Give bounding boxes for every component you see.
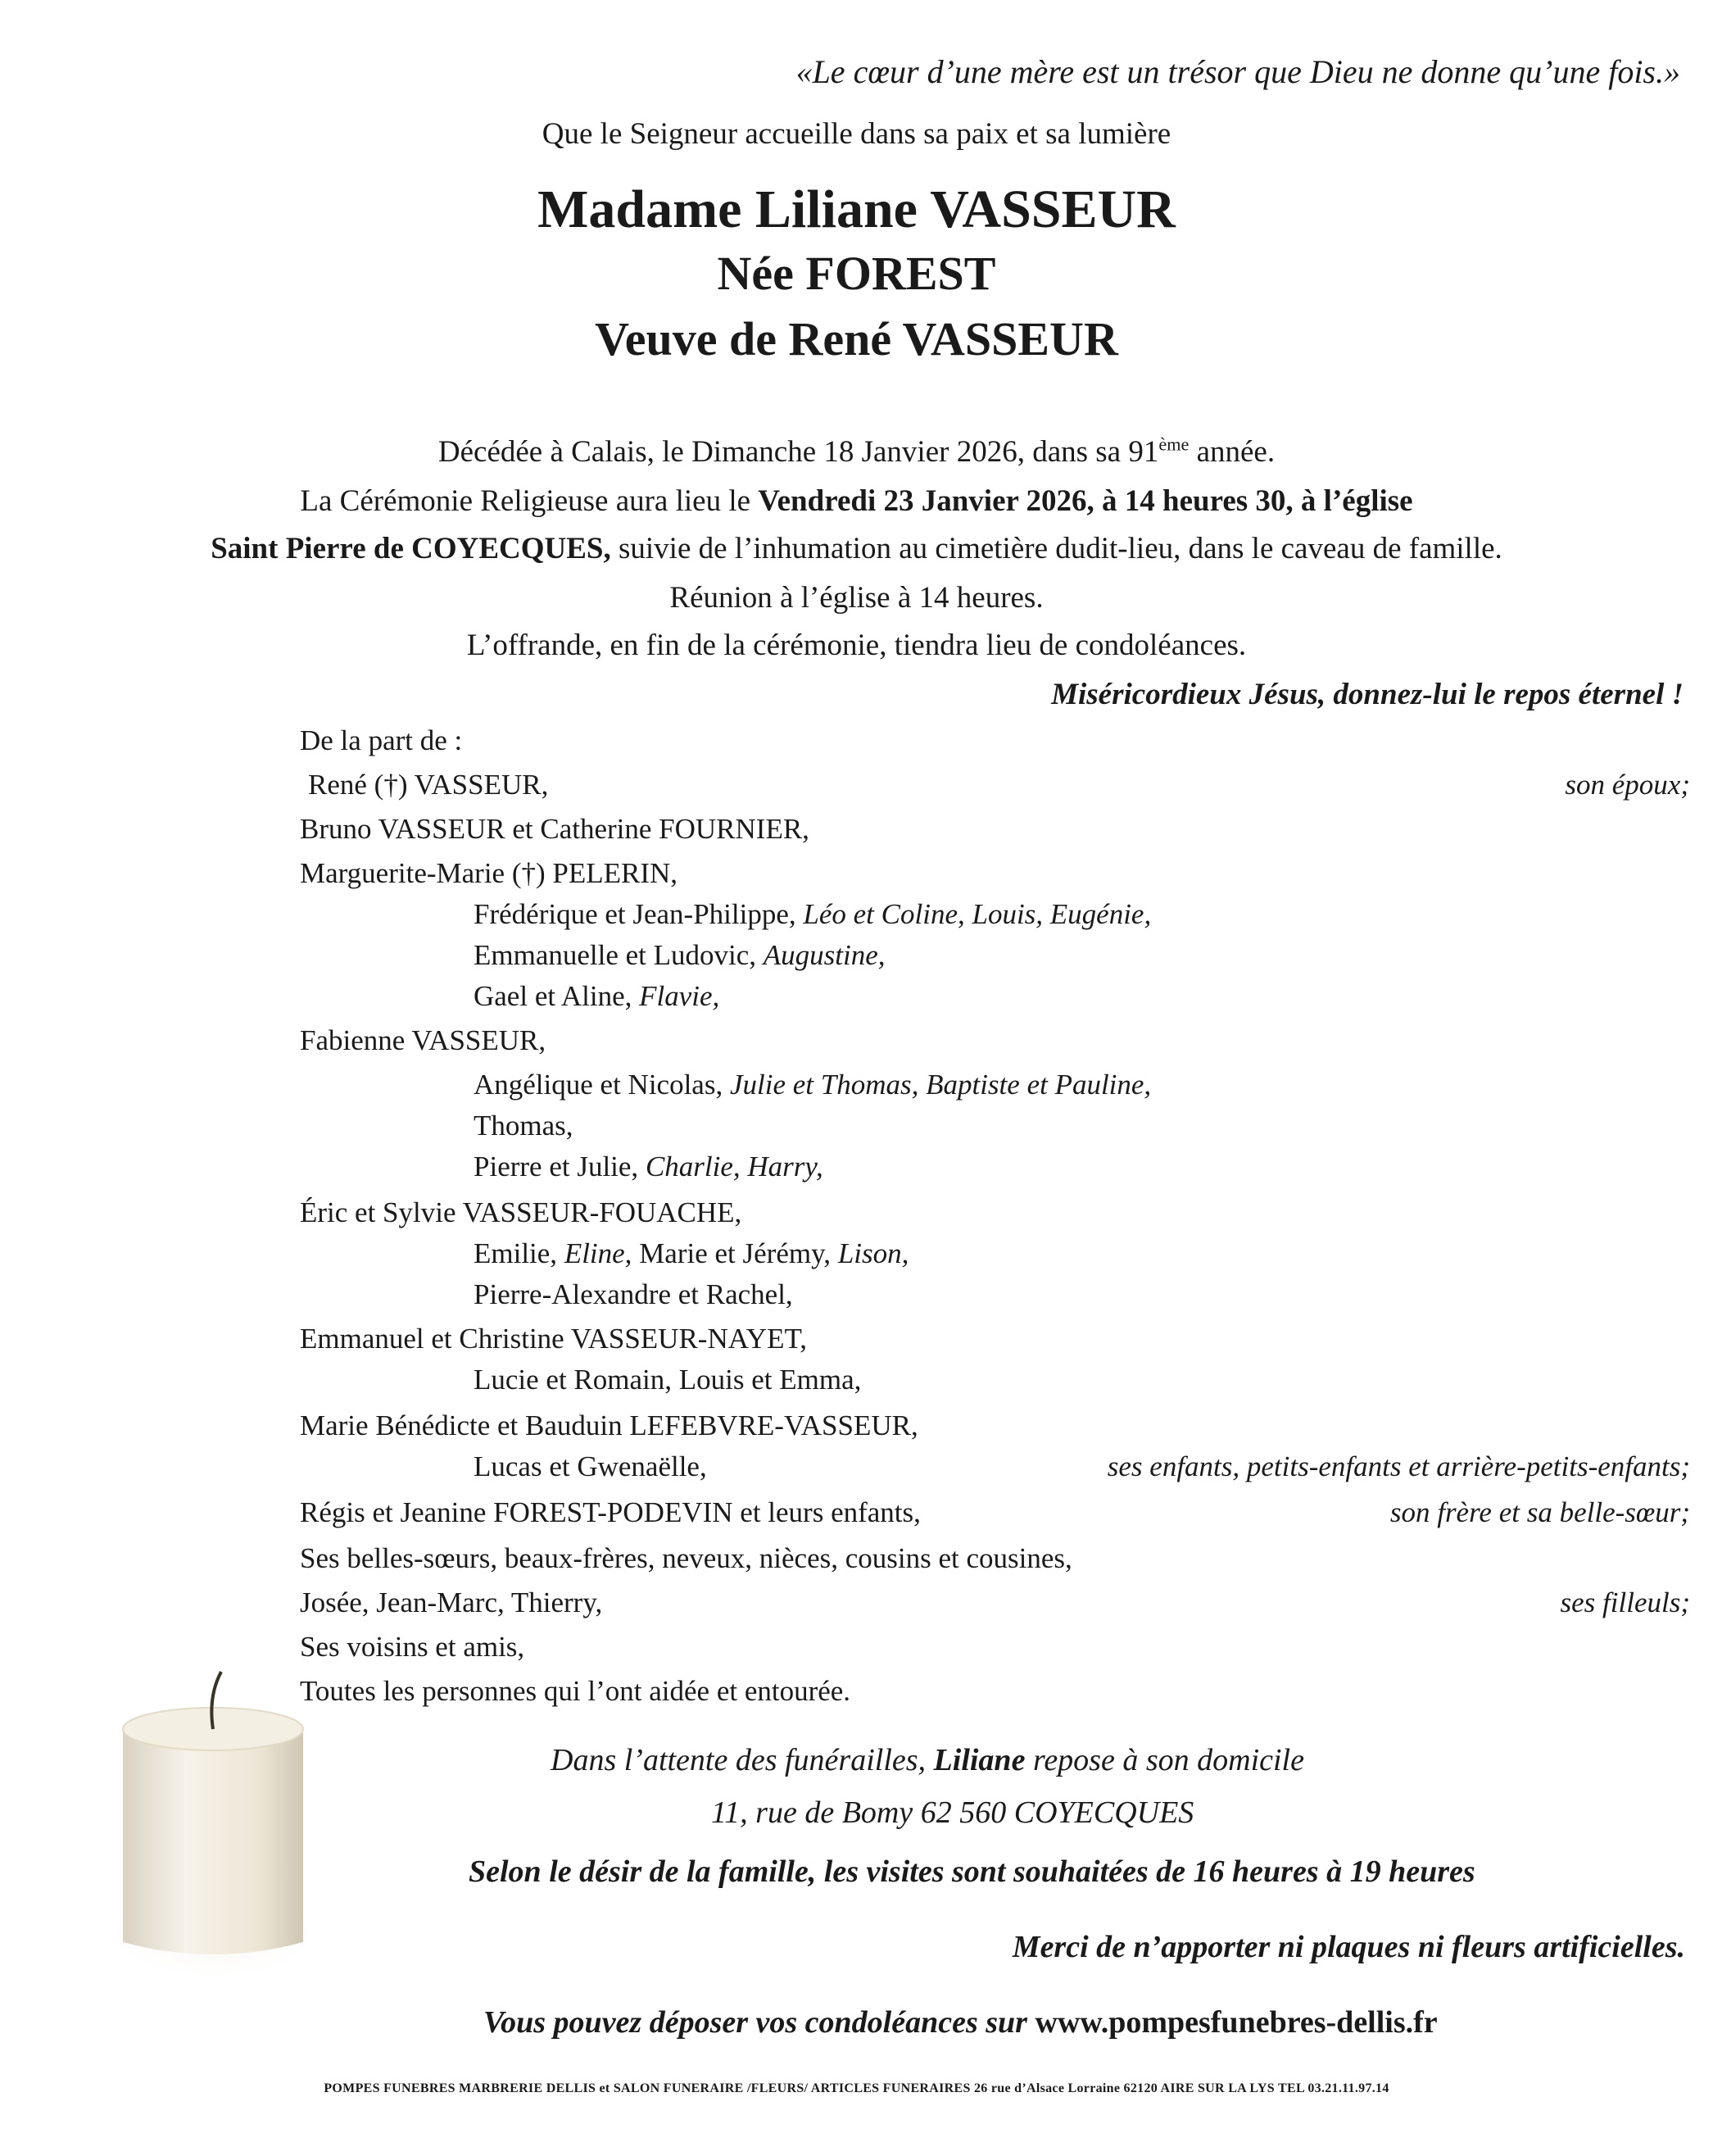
family-role: ses enfants, petits-enfants et arrière-petits-enfants; [1107,1450,1690,1482]
meeting-text: Réunion à l’église à 14 heures. [669,581,1044,615]
family-intro: De la part de : [300,724,463,756]
list-item: Thomas, [474,1110,573,1142]
ceremony-date: Vendredi 23 Janvier 2026, à 14 heures 30, à l’église [758,484,1413,518]
death-text-end: année. [1189,435,1276,469]
list-item-children: Charlie, Harry, [645,1151,823,1182]
list-item-text: Emilie, [474,1237,564,1269]
list-item-children: Flavie, [639,980,720,1012]
list-item: Lucie et Romain, Louis et Emma, [474,1364,862,1396]
list-item [474,980,719,1013]
church-name: Saint Pierre de COYECQUES, [211,532,611,565]
widow-of: Veuve de René VASSEUR [595,312,1118,365]
candle-icon [106,1664,319,1991]
list-item: Éric et Sylvie VASSEUR-FOUACHE, [300,1196,742,1228]
offering-text: L’offrande, en fin de la cérémonie, tiendra lieu de condoléances. [466,629,1247,662]
repose-name: Liliane [933,1743,1026,1777]
list-item: Fabienne VASSEUR, [300,1024,546,1056]
list-item-children: Julie et Thomas, Baptiste et Pauline, [729,1069,1152,1101]
list-item: Emmanuel et Christine VASSEUR-NAYET, [300,1323,807,1355]
intro-text: Que le Seigneur accueille dans sa paix et sa lumière [542,117,1171,151]
list-item: Lucas et Gwenaëlle, [474,1450,707,1482]
list-item: Régis et Jeanine FOREST-PODEVIN et leurs enfants, [300,1496,921,1528]
list-item: Pierre-Alexandre et Rachel, [474,1278,793,1310]
death-text: Décédée à Calais, le Dimanche 18 Janvier 2026, dans sa 91 [437,435,1159,469]
list-item [474,898,1151,931]
repose-text-c: repose à son domicile [1025,1743,1304,1777]
condolences-label: Vous pouvez déposer vos condoléances sur [483,2005,1036,2040]
list-item-text: Emmanuelle et Ludovic, [474,939,764,971]
list-item-text: Frédérique et Jean-Philippe, [474,898,804,930]
list-item-children: Eline, [564,1237,632,1269]
list-item-children: Lison, [837,1237,909,1269]
maiden-name: Née FOREST [717,247,996,300]
list-item: Ses voisins et amis, [300,1631,525,1663]
list-item [474,1237,909,1270]
repose-text [551,1742,1304,1778]
list-item [474,939,886,972]
condolences-text [483,2004,1438,2040]
prayer-text: Miséricordieux Jésus, donnez-lui le repos éternel ! [1051,678,1684,711]
list-item: René (†) VASSEUR, [308,769,549,801]
list-item-text: Marie et Jérémy, [632,1237,838,1269]
list-item: Josée, Jean-Marc, Thierry, [300,1586,603,1618]
ceremony-text: La Cérémonie Religieuse aura lieu le [300,484,759,518]
list-item-text: Gael et Aline, [474,980,640,1012]
list-item-text: Pierre et Julie, [474,1151,646,1182]
flowers-text: Merci de n’apporter ni plaques ni fleurs artificielles. [1012,1930,1685,1964]
list-item: Marguerite-Marie (†) PELERIN, [300,857,678,889]
deceased-name: Madame Liliane VASSEUR [537,179,1176,239]
death-superscript: ème [1158,433,1190,455]
website-link[interactable]: www.pompesfunebres-dellis.fr [1035,2005,1438,2040]
family-role: son époux; [1565,769,1690,801]
list-item [474,1069,1151,1101]
death-notice [0,434,1713,470]
funeral-home-footer: POMPES FUNEBRES MARBRERIE DELLIS et SALON FUNERAIRE /FLEURS/ ARTICLES FUNERAIRES 26 rue d’Alsace Lorraine 62120 AIRE SUR LA LYS TEL 03.21.11.97.14 [324,2081,1389,2095]
burial-text: suivie de l’inhumation au cimetière dudit-lieu, dans le caveau de famille. [610,532,1502,565]
family-role: ses filleuls; [1560,1586,1690,1618]
list-item-children: Augustine, [763,939,886,971]
list-item-children: Léo et Coline, Louis, Eugénie, [803,898,1152,930]
list-item-text: Angélique et Nicolas, [474,1069,730,1101]
home-address: 11, rue de Bomy 62 560 COYECQUES [711,1795,1194,1830]
quote: «Le cœur d’une mère est un trésor que Dieu ne donne qu’une fois.» [795,53,1680,90]
ceremony-line-2 [0,531,1713,566]
list-item: Ses belles-sœurs, beaux-frères, neveux, nièces, cousins et cousines, [300,1542,1072,1574]
ceremony-line-1 [0,483,1713,519]
list-item [474,1151,823,1183]
list-item: Toutes les personnes qui l’ont aidée et entourée. [300,1675,851,1707]
list-item: Bruno VASSEUR et Catherine FOURNIER, [300,813,809,845]
visits-text: Selon le désir de la famille, les visites sont souhaitées de 16 heures à 19 heures [469,1854,1475,1889]
repose-text-a: Dans l’attente des funérailles, [551,1743,934,1777]
list-item: Marie Bénédicte et Bauduin LEFEBVRE-VASSEUR, [300,1409,918,1441]
family-role: son frère et sa belle-sœur; [1389,1496,1690,1528]
